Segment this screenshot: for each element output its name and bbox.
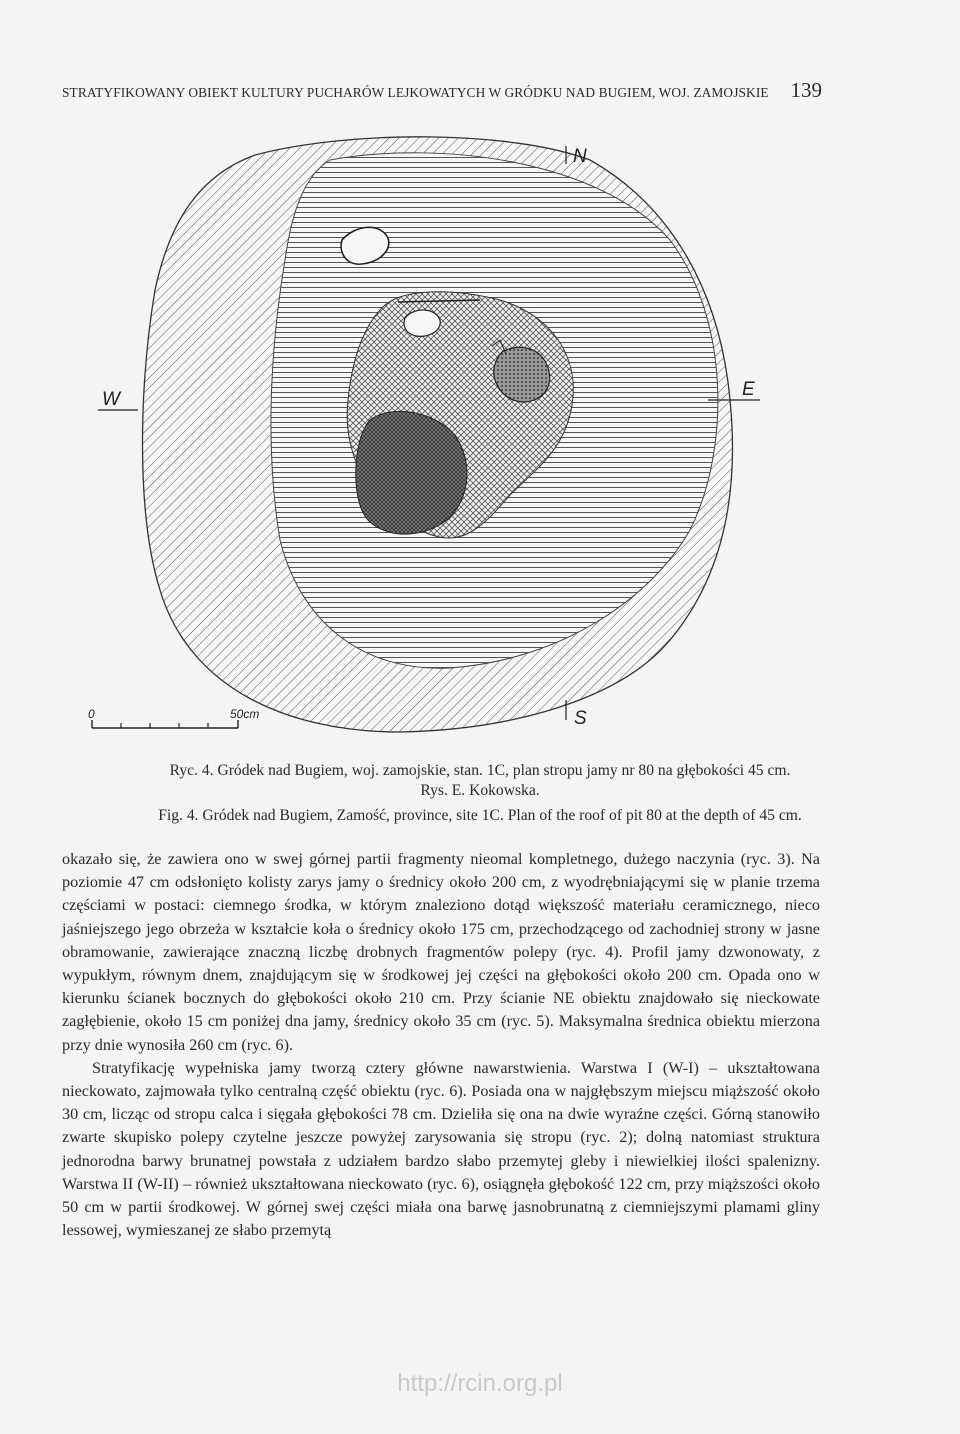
body-text xyxy=(62,848,820,1242)
figure-caption-en: Fig. 4. Gródek nad Bugiem, Zamość, province, site 1C. Plan of the roof of pit 80 at the depth of 45 cm. xyxy=(158,807,802,824)
figure-caption-pl: Ryc. 4. Gródek nad Bugiem, woj. zamojskie, stan. 1C, plan stropu jamy nr 80 na głębokości 45 cm. xyxy=(169,762,791,779)
paragraph-1: okazało się, że zawiera ono w swej górnej partii fragmenty nieomal kompletnego, dużego naczynia (ryc. 3). Na poziomie 47 cm odsłonięto kolisty zarys jamy o średnicy około 200 cm, z wyodrębniającymi się w planie trzema częściami w postaci: ciemnego środka, w którym znaleziono dotąd większość materiału ceramicznego, nieco jaśniejszego jego obrzeża w kształcie koła o średnicy około 175 cm, przechodzącego od zachodniej strony w jasne obramowanie, zawierające znaczną liczbę drobnych fragmentów polepy (ryc. 4). Profil jamy dzwonowaty, z wypukłym, równym dnem, znajdującym się w środkowej jej części na głębokości około 200 cm. Opada ono w kierunku ścianek bocznych do głębokości około 210 cm. Przy ścianie NE obiektu znajdowało się nieckowate zagłębienie, około 15 cm poniżej dna jamy, średnicy około 35 cm (ryc. 5). Maksymalna średnica obiektu mierzona przy dnie wynosiła 260 cm (ryc. 6). xyxy=(62,850,820,1054)
paragraph-2: Stratyfikację wypełniska jamy tworzą cztery główne nawarstwienia. Warstwa I (W-I) – ukształtowana nieckowato, zajmowała tylko centralną część obiektu (ryc. 6). Posiada ona w najgłębszym miejscu miąższość około 30 cm, licząc od stropu calca i sięgała głębokości 78 cm. Dzieliła się ona na dwie wyraźne części. Górną stanowiło zwarte skupisko polepy czytelne jeszcze powyżej zarysowania się stropu (ryc. 2); dolną natomiast struktura jednorodna barwy brunatnej powstała z udziałem bardzo słabo przemytej gleby i niewielkiej ilości spalenizny. Warstwa II (W-II) – również ukształtowana nieckowato (ryc. 6), osiągnęła głębokość 122 cm, przy miąższości około 50 cm w partii środkowej. W górnej swej części miała ona barwę jasnobrunatną z ciemniejszymi plamami gliny lessowej, wymieszanej ze słabo przemytą xyxy=(62,1058,820,1240)
east-label: E xyxy=(742,379,755,400)
scale-end-label: 50cm xyxy=(230,707,260,721)
north-label: N xyxy=(573,146,587,167)
pit-plan-figure xyxy=(80,120,800,750)
figure-credit: Rys. E. Kokowska. xyxy=(420,782,540,799)
scale-bar xyxy=(92,720,238,728)
west-label: W xyxy=(102,389,120,410)
south-label: S xyxy=(574,708,587,729)
clay-lens-central xyxy=(404,310,440,336)
running-title: STRATYFIKOWANY OBIEKT KULTURY PUCHARÓW LEJKOWATYCH W GRÓDKU NAD BUGIEM, WOJ. ZAMOJSKIE xyxy=(62,85,769,100)
page-number: 139 xyxy=(790,78,822,102)
footer-url-watermark: http://rcin.org.pl xyxy=(397,1370,563,1397)
scale-start-label: 0 xyxy=(88,707,95,721)
dark-core xyxy=(356,411,467,534)
running-header xyxy=(62,78,822,103)
pit-plan-drawing xyxy=(80,120,800,750)
